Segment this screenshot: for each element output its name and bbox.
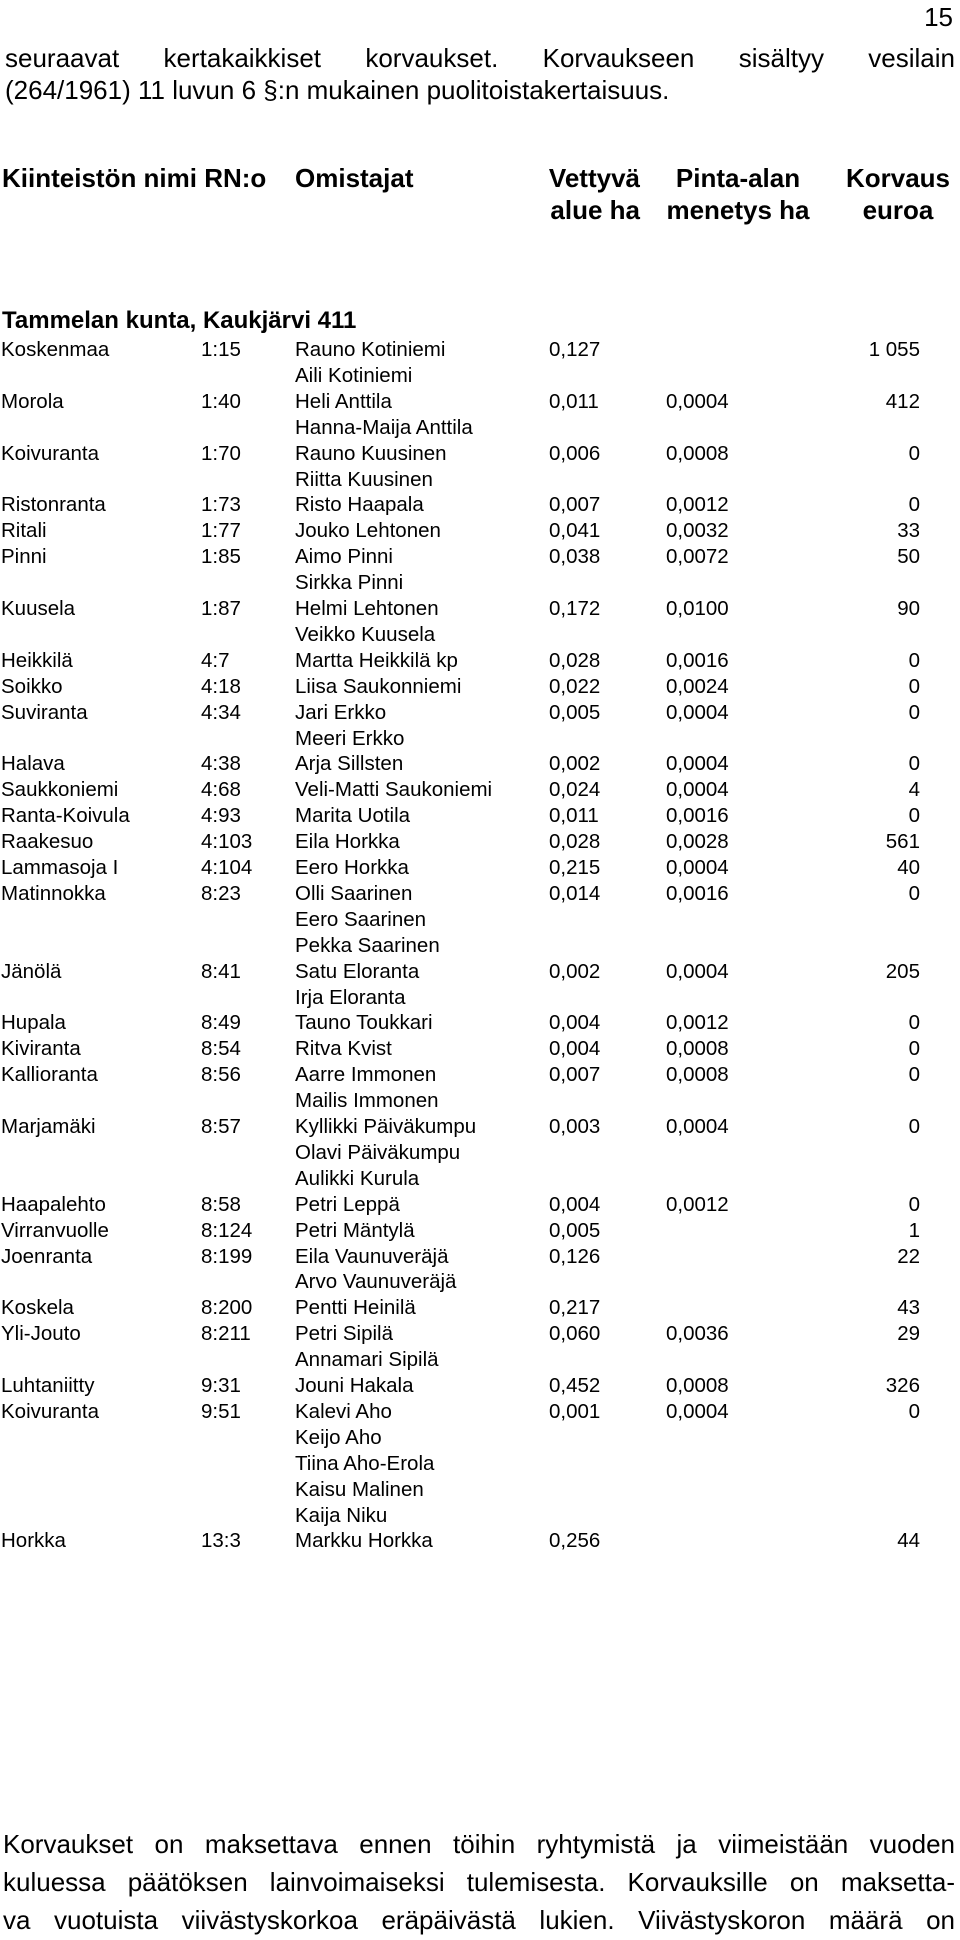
property-name: Koskenmaa — [1, 338, 110, 361]
registry-number: 1:70 — [201, 441, 241, 465]
header-compensation — [840, 162, 956, 226]
area-loss: 0,0004 — [666, 389, 729, 413]
compensation: 0 — [908, 1037, 920, 1061]
property-name: Kiviranta — [1, 1037, 81, 1061]
property-name: Pinni — [1, 545, 47, 569]
wet-area: 0,004 — [549, 1192, 601, 1216]
owner-name: Petri Leppä — [295, 1192, 400, 1216]
owner-name: Risto Haapala — [295, 493, 424, 517]
intro-line-2: (264/1961) 11 luvun 6 §:n mukainen puolitoistakertaisuus. — [5, 75, 670, 105]
registry-number: 8:54 — [201, 1037, 241, 1061]
registry-number: 4:7 — [201, 648, 230, 672]
owner-name: Eila Horkka — [295, 830, 400, 854]
owner-name: Kaisu Malinen — [295, 1477, 424, 1501]
area-loss: 0,0004 — [666, 1399, 729, 1423]
compensation: 412 — [885, 389, 920, 413]
area-loss: 0,0012 — [666, 493, 729, 517]
registry-number: 9:51 — [201, 1399, 241, 1423]
wet-area: 0,126 — [549, 1244, 601, 1268]
owner-name: Petri Mäntylä — [295, 1218, 415, 1242]
area-loss: 0,0008 — [666, 1063, 729, 1087]
compensation: 0 — [908, 881, 920, 905]
area-loss: 0,0028 — [666, 830, 729, 854]
registry-number: 4:93 — [201, 804, 241, 828]
registry-number: 8:211 — [201, 1322, 251, 1346]
section-title: Tammelan kunta, Kaukjärvi 411 — [2, 307, 357, 334]
wet-area: 0,001 — [549, 1399, 601, 1423]
property-name: Kuusela — [1, 597, 76, 620]
compensation: 0 — [908, 752, 920, 776]
owner-name: Pentti Heinilä — [295, 1296, 416, 1320]
property-name: Hupala — [1, 1011, 66, 1035]
owner-name: Aimo Pinni — [295, 545, 393, 569]
compensation: 0 — [908, 1011, 920, 1035]
owner-name: Eila Vaunuveräjä — [295, 1244, 449, 1268]
registry-number: 1:85 — [201, 545, 241, 569]
registry-number: 4:68 — [201, 778, 241, 802]
owner-name: Hanna-Maija Anttila — [295, 415, 473, 439]
owner-name: Olavi Päiväkumpu — [295, 1140, 461, 1164]
area-loss: 0,0004 — [666, 856, 729, 879]
registry-number: 13:3 — [201, 1529, 241, 1553]
owner-name: Olli Saarinen — [295, 881, 413, 905]
area-loss: 0,0004 — [666, 752, 729, 776]
property-name: Yli-Jouto — [1, 1322, 81, 1346]
owner-name: Liisa Saukonniemi — [295, 674, 462, 698]
registry-number: 8:58 — [201, 1192, 241, 1216]
compensation: 1 — [908, 1218, 920, 1242]
registry-number: 8:41 — [201, 959, 241, 983]
wet-area: 0,004 — [549, 1011, 601, 1035]
wet-area: 0,038 — [549, 545, 601, 569]
area-loss: 0,0008 — [666, 1037, 729, 1061]
property-name: Kallioranta — [1, 1063, 98, 1087]
area-loss: 0,0016 — [666, 881, 729, 905]
footer-paragraph — [3, 1825, 955, 1939]
header-compensation-line-2: euroa — [862, 195, 934, 225]
compensation: 0 — [908, 1115, 920, 1138]
owner-name: Jari Erkko — [295, 700, 387, 724]
table-row — [0, 1529, 960, 1560]
owner-name: Veli-Matti Saukoniemi — [295, 778, 493, 802]
area-loss: 0,0032 — [666, 519, 729, 543]
property-name: Morola — [1, 389, 64, 413]
compensation: 22 — [897, 1244, 920, 1268]
registry-number: 1:87 — [201, 597, 241, 620]
wet-area: 0,452 — [549, 1374, 601, 1397]
compensation: 44 — [897, 1529, 920, 1553]
area-loss: 0,0016 — [666, 648, 729, 672]
compensation: 90 — [897, 597, 920, 620]
property-name: Jänölä — [1, 959, 62, 983]
owner-name: Jouko Lehtonen — [295, 519, 441, 543]
registry-number: 4:18 — [201, 674, 241, 698]
property-name: Marjamäki — [1, 1115, 96, 1138]
property-name: Ritali — [1, 519, 47, 543]
compensation: 29 — [897, 1322, 920, 1346]
header-compensation-line-1: Korvaus — [845, 163, 951, 193]
area-loss: 0,0004 — [666, 959, 729, 983]
property-name: Ranta-Koivula — [1, 804, 130, 828]
property-name: Saukkoniemi — [1, 778, 119, 802]
compensation: 0 — [908, 1192, 920, 1216]
area-loss: 0,0004 — [666, 778, 729, 802]
owner-name: Aarre Immonen — [295, 1063, 437, 1087]
wet-area: 0,005 — [549, 1218, 601, 1242]
area-loss: 0,0004 — [666, 1115, 729, 1138]
owner-name: Meeri Erkko — [295, 726, 405, 750]
compensation: 205 — [885, 959, 920, 983]
property-name: Koskela — [1, 1296, 74, 1320]
compensation: 0 — [908, 674, 920, 698]
header-wet-area — [500, 162, 640, 226]
owner-name: Eero Saarinen — [295, 907, 427, 931]
property-name: Haapalehto — [1, 1192, 106, 1216]
owner-name: Arvo Vaunuveräjä — [295, 1270, 457, 1294]
owner-name: Kaija Niku — [295, 1503, 388, 1527]
wet-area: 0,002 — [549, 752, 601, 776]
property-name: Horkka — [1, 1529, 66, 1553]
header-area-loss-line-1: Pinta-alan — [675, 163, 801, 193]
compensation: 50 — [897, 545, 920, 569]
property-name: Koivuranta — [1, 441, 100, 465]
owner-name: Aili Kotiniemi — [295, 363, 413, 387]
registry-number: 1:15 — [201, 338, 241, 361]
compensation: 0 — [908, 441, 920, 465]
wet-area: 0,011 — [549, 804, 599, 828]
property-name: Suviranta — [1, 700, 88, 724]
registry-number: 4:34 — [201, 700, 241, 724]
wet-area: 0,004 — [549, 1037, 601, 1061]
footer-line-1: Korvaukset on maksettava ennen töihin ryhtymistä ja viimeistään vuoden — [3, 1829, 955, 1859]
registry-number: 8:49 — [201, 1011, 241, 1035]
registry-number: 1:40 — [201, 389, 241, 413]
wet-area: 0,022 — [549, 674, 601, 698]
compensation: 1 055 — [868, 338, 920, 361]
registry-number: 8:23 — [201, 881, 241, 905]
area-loss: 0,0008 — [666, 1374, 729, 1397]
area-loss: 0,0072 — [666, 545, 729, 569]
header-owners: Omistajat — [295, 163, 414, 193]
page-number: 15 — [924, 2, 953, 32]
area-loss: 0,0100 — [666, 597, 729, 620]
owner-name: Helmi Lehtonen — [295, 597, 439, 620]
owner-name: Keijo Aho — [295, 1425, 382, 1449]
owner-name: Veikko Kuusela — [295, 622, 436, 646]
area-loss: 0,0036 — [666, 1322, 729, 1346]
wet-area: 0,002 — [549, 959, 601, 983]
footer-line-3: va vuotuista viivästyskorkoa eräpäivästä lukien. Viivästyskoron määrä on — [3, 1905, 955, 1935]
owner-name: Martta Heikkilä kp — [295, 648, 458, 672]
property-name: Halava — [1, 752, 65, 776]
wet-area: 0,041 — [549, 519, 601, 543]
registry-number: 8:199 — [201, 1244, 253, 1268]
owner-name: Tiina Aho-Erola — [295, 1451, 435, 1475]
wet-area: 0,217 — [549, 1296, 601, 1320]
wet-area: 0,028 — [549, 830, 601, 854]
compensation: 43 — [897, 1296, 920, 1320]
owner-name: Aulikki Kurula — [295, 1166, 420, 1190]
registry-number: 1:73 — [201, 493, 241, 517]
owner-name: Sirkka Pinni — [295, 571, 404, 595]
owner-name: Rauno Kotiniemi — [295, 338, 446, 361]
owner-name: Jouni Hakala — [295, 1374, 414, 1397]
registry-number: 4:38 — [201, 752, 241, 776]
wet-area: 0,172 — [549, 597, 601, 620]
compensation: 40 — [897, 856, 920, 879]
wet-area: 0,007 — [549, 493, 601, 517]
wet-area: 0,028 — [549, 648, 601, 672]
area-loss: 0,0004 — [666, 700, 729, 724]
wet-area: 0,006 — [549, 441, 601, 465]
compensation: 4 — [908, 778, 920, 802]
owner-name: Rauno Kuusinen — [295, 441, 447, 465]
owner-name: Annamari Sipilä — [295, 1348, 439, 1372]
compensation: 561 — [885, 830, 920, 854]
footer-line-2: kuluessa päätöksen lainvoimaiseksi tulemisesta. Korvauksille on maksetta- — [3, 1867, 955, 1897]
registry-number: 8:124 — [201, 1218, 253, 1242]
owner-name: Satu Eloranta — [295, 959, 420, 983]
registry-number: 8:200 — [201, 1296, 253, 1320]
compensation: 33 — [897, 519, 920, 543]
property-name: Joenranta — [1, 1244, 93, 1268]
wet-area: 0,003 — [549, 1115, 601, 1138]
intro-paragraph — [5, 42, 955, 106]
wet-area: 0,256 — [549, 1529, 601, 1553]
property-name: Virranvuolle — [1, 1218, 109, 1242]
owner-name: Tauno Toukkari — [295, 1011, 433, 1035]
owner-name: Arja Sillsten — [295, 752, 404, 776]
compensation: 0 — [908, 804, 920, 828]
registry-number: 9:31 — [201, 1374, 241, 1397]
registry-number: 1:77 — [201, 519, 241, 543]
owner-name: Eero Horkka — [295, 856, 409, 879]
area-loss: 0,0012 — [666, 1192, 729, 1216]
property-name: Matinnokka — [1, 881, 106, 905]
compensation: 0 — [908, 648, 920, 672]
wet-area: 0,024 — [549, 778, 601, 802]
compensation: 0 — [908, 700, 920, 724]
property-name: Ristonranta — [1, 493, 106, 517]
compensation: 0 — [908, 493, 920, 517]
owner-name: Kalevi Aho — [295, 1399, 392, 1423]
wet-area: 0,005 — [549, 700, 601, 724]
property-name: Soikko — [1, 674, 63, 698]
property-name: Luhtaniitty — [1, 1374, 95, 1397]
owner-name: Heli Anttila — [295, 389, 392, 413]
area-loss: 0,0016 — [666, 804, 729, 828]
owner-name: Ritva Kvist — [295, 1037, 392, 1061]
intro-line-1: seuraavat kertakaikkiset korvaukset. Korvaukseen sisältyy vesilain — [5, 43, 955, 73]
area-loss: 0,0024 — [666, 674, 729, 698]
header-wet-area-line-2: alue ha — [550, 195, 640, 225]
owner-name: Riitta Kuusinen — [295, 467, 433, 491]
compensation: 0 — [908, 1063, 920, 1087]
wet-area: 0,007 — [549, 1063, 601, 1087]
wet-area: 0,127 — [549, 338, 601, 361]
wet-area: 0,014 — [549, 881, 601, 905]
owner-name: Mailis Immonen — [295, 1089, 439, 1113]
area-loss: 0,0008 — [666, 441, 729, 465]
registry-number: 4:103 — [201, 830, 253, 854]
registry-number: 8:56 — [201, 1063, 241, 1087]
wet-area: 0,215 — [549, 856, 601, 879]
header-wet-area-line-1: Vettyvä — [548, 163, 640, 193]
area-loss: 0,0012 — [666, 1011, 729, 1035]
owner-name: Kyllikki Päiväkumpu — [295, 1115, 477, 1138]
header-name-rn: Kiinteistön nimi RN:o — [2, 163, 267, 193]
owner-name: Irja Eloranta — [295, 985, 406, 1009]
compensation: 326 — [885, 1374, 920, 1397]
owner-name: Markku Horkka — [295, 1529, 433, 1553]
header-area-loss-line-2: menetys ha — [666, 195, 810, 225]
wet-area: 0,011 — [549, 389, 599, 413]
owner-name: Pekka Saarinen — [295, 933, 440, 957]
owner-name: Marita Uotila — [295, 804, 411, 828]
header-area-loss — [648, 162, 828, 226]
property-name: Lammasoja I — [1, 856, 119, 879]
compensation: 0 — [908, 1399, 920, 1423]
property-name: Raakesuo — [1, 830, 94, 854]
property-name: Heikkilä — [1, 648, 73, 672]
property-name: Koivuranta — [1, 1399, 100, 1423]
owner-name: Petri Sipilä — [295, 1322, 393, 1346]
registry-number: 4:104 — [201, 856, 253, 879]
wet-area: 0,060 — [549, 1322, 601, 1346]
registry-number: 8:57 — [201, 1115, 241, 1138]
